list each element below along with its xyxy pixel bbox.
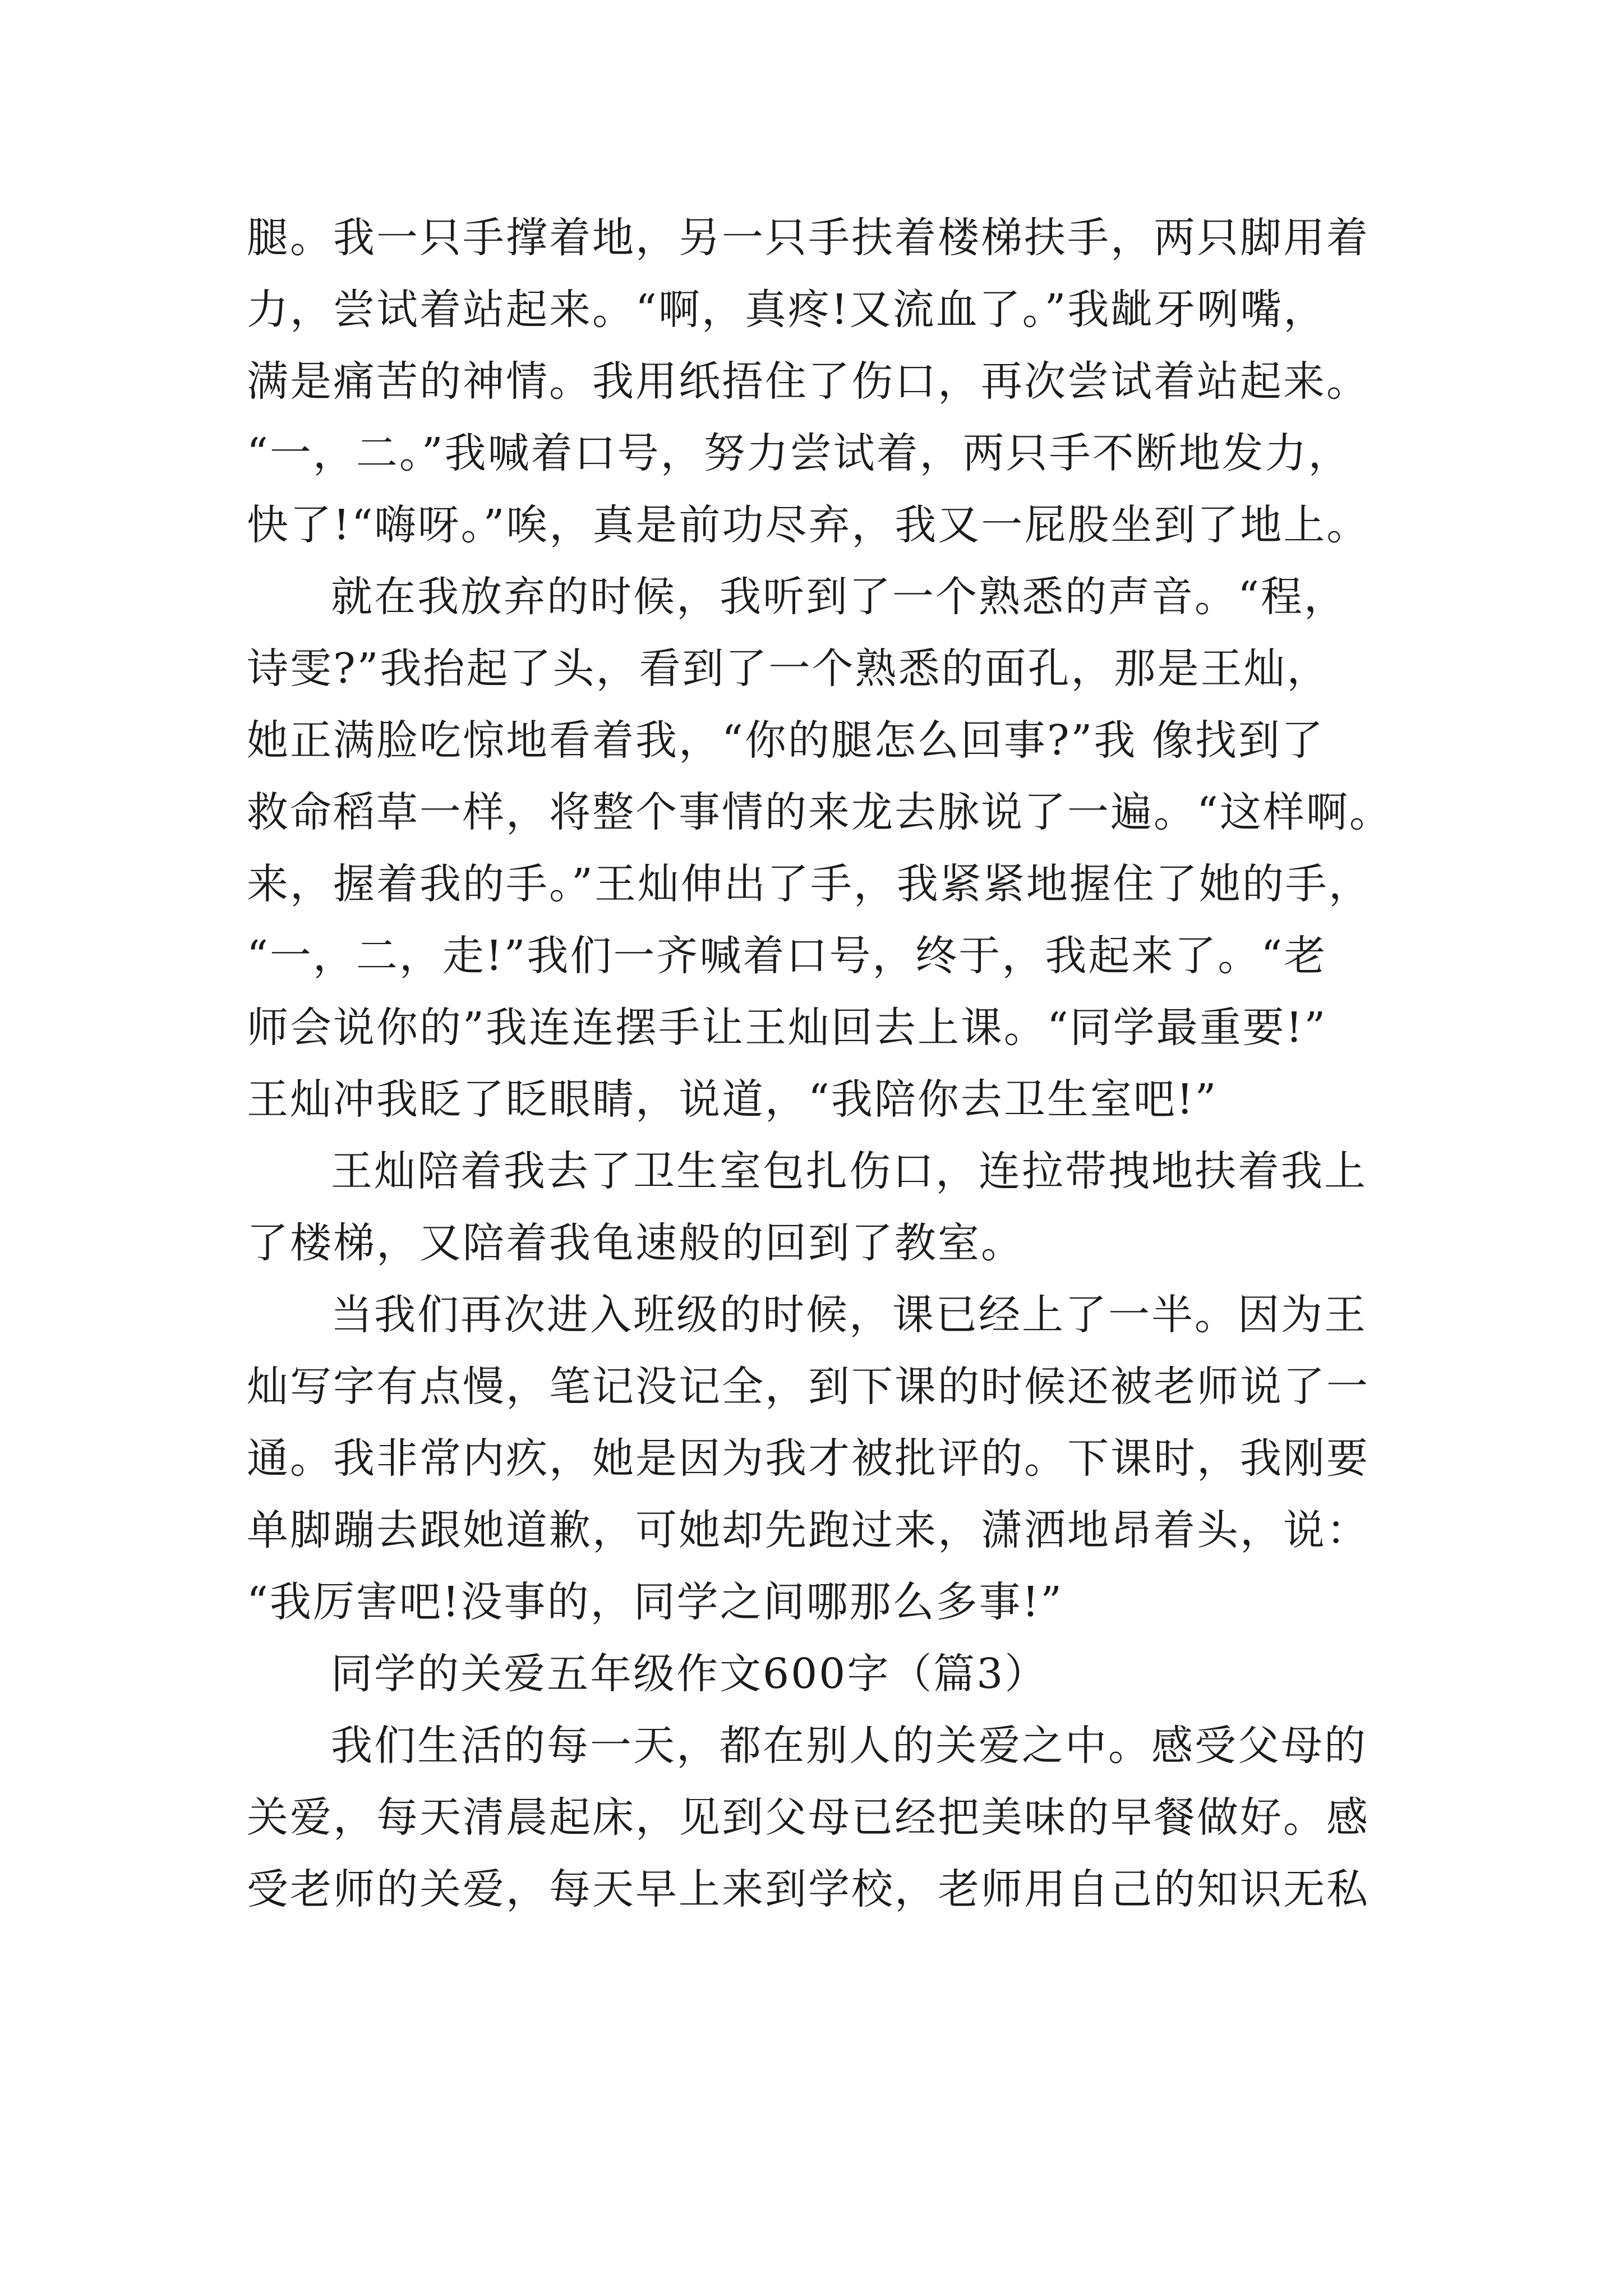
text-line: 力，尝试着站起来。“啊，真疼!又流血了。”我龇牙咧嘴， [247,286,1327,334]
text-line: 诗雯?”我抬起了头，看到了一个熟悉的面孔，那是王灿， [247,645,1330,693]
text-line: 快了!“嗨呀。”唉，真是前功尽弃，我又一屁股坐到了地上。 [247,501,1370,549]
text-line: 救命稻草一样，将整个事情的来龙去脉说了一遍。“这样啊。 [247,788,1393,836]
text-line: 王灿陪着我去了卫生室包扎伤口，连拉带拽地扶着我上 [331,1147,1367,1195]
text-line: 她正满脸吃惊地看着我，“你的腿怎么回事?”我 像找到了 [247,716,1325,765]
text-line: “一，二。”我喊着口号，努力尝试着，两只手不断地发力， [247,429,1352,477]
text-line: 同学的关爱五年级作文600字（篇3） [331,1650,1048,1698]
document-body [247,202,1413,1925]
text-line: 就在我放弃的时候，我听到了一个熟悉的声音。“程， [331,573,1347,621]
text-line: “我厉害吧!没事的，同学之间哪那么多事!” [247,1578,1064,1626]
text-line: 师会说你的”我连连摆手让王灿回去上课。“同学最重要!” [247,1004,1327,1052]
text-line: 通。我非常内疚，她是因为我才被批评的。下课时，我刚要 [247,1434,1370,1483]
text-line: 王灿冲我眨了眨眼睛，说道，“我陪你去卫生室吧!” [247,1075,1218,1124]
text-line: 单脚蹦去跟她道歉，可她却先跑过来，潇洒地昂着头，说： [247,1506,1370,1554]
text-line: 受老师的关爱，每天早上来到学校，老师用自己的知识无私 [247,1865,1370,1913]
text-line: 灿写字有点慢，笔记没记全，到下课的时候还被老师说了一 [247,1363,1370,1411]
text-line: 了楼梯，又陪着我龟速般的回到了教室。 [247,1219,1024,1267]
text-line: “一，二，走!”我们一齐喊着口号，终于，我起来了。“老 [247,932,1327,980]
text-line: 当我们再次进入班级的时候，课已经上了一半。因为王 [331,1291,1367,1339]
text-line: 关爱，每天清晨起床，见到父母已经把美味的早餐做好。感 [247,1793,1370,1842]
text-line: 腿。我一只手撑着地，另一只手扶着楼梯扶手，两只脚用着 [247,214,1370,262]
text-line: 来，握着我的手。”王灿伸出了手，我紧紧地握住了她的手， [247,860,1372,908]
text-line: 我们生活的每一天，都在别人的关爱之中。感受父母的 [331,1722,1367,1770]
text-line: 满是痛苦的神情。我用纸捂住了伤口，再次尝试着站起来。 [247,357,1370,406]
